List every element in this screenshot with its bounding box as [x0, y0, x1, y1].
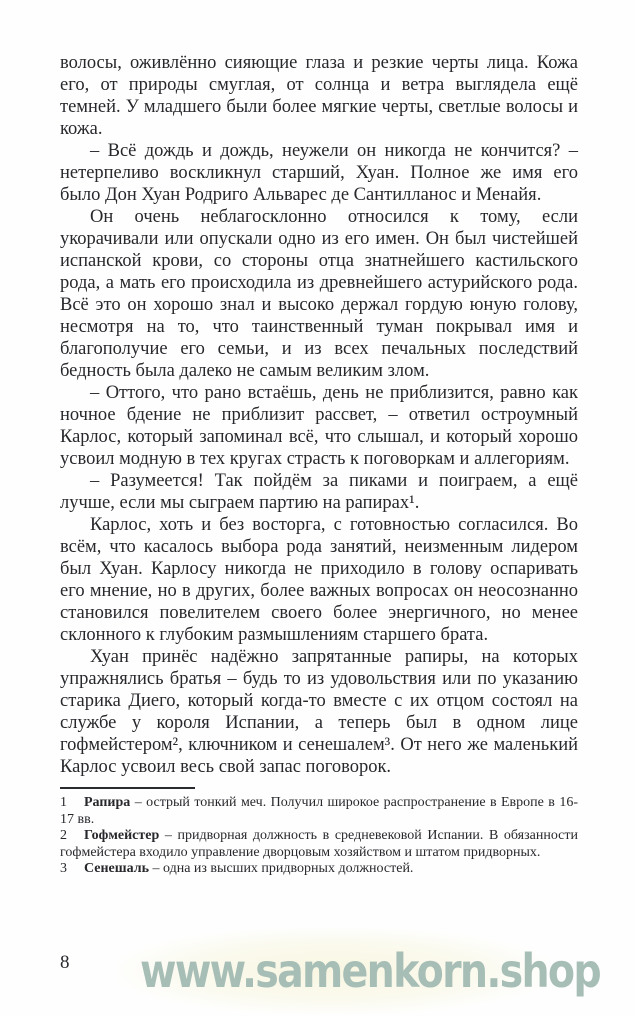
paragraph: Карлос, хоть и без восторга, с готовностью согласился. Во всём, что касалось выбора рода занятий, неизменным лидером был Хуан. Карлосу никогда не приходило в голову оспаривать его мнение, но в других, более важных вопросах он неосознанно становился повелителем своего более энергичного, но менее склонного к глубоким размышлениям старшего брата.	[60, 515, 578, 645]
footnote-divider	[60, 787, 195, 789]
footnote-number: 3	[60, 861, 67, 876]
paragraph: Хуан принёс надёжно запрятанные рапиры, на которых упражнялись братья – будь то из удовольствия или по указанию старика Диего, который когда-то вместе с их отцом состоял на службе у короля Испании, а теперь был в одном лице гофмейстером², ключником и сенешалем³. От него же маленький Карлос усвоил весь свой запас поговорок.	[60, 647, 578, 777]
footnote	[60, 828, 578, 861]
footnote	[60, 795, 578, 828]
page-body	[60, 52, 578, 778]
paragraph: Он очень неблагосклонно относился к тому, если укорачивали или опускали одно из его имен. Он был чистейшей испанской крови, со стороны отца знатнейшего кастильского рода, а мать его происходила из древнейшего астурийского рода. Всё это он хорошо знал и высоко держал гордую юную голову, несмотря на то, что таинственный туман покрывал имя и благополучие его семьи, и из всех печальных последствий бедность была далеко не самым великим злом.	[60, 207, 578, 381]
footnote-term: Сенешаль	[84, 861, 149, 876]
footnote-term: Рапира	[84, 795, 131, 810]
footnotes-section	[60, 787, 578, 878]
footnote-term: Гофмейстер	[84, 828, 160, 843]
watermark: www.samenkorn.shop	[140, 944, 600, 998]
footnote	[60, 861, 578, 878]
dialogue-paragraph: – Всё дождь и дождь, неужели он никогда не кончится? – нетерпеливо воскликнул старший, Хуан. Полное же имя его было Дон Хуан Родриго Альварес де Сантилланос и Менайя.	[60, 141, 578, 205]
footnote-text: – одна из высших придворных должностей.	[152, 861, 414, 876]
dialogue-paragraph: – Оттого, что рано встаёшь, день не приблизится, равно как ночное бдение не приблизит рассвет, – ответил остроумный Карлос, который запоминал всё, что слышал, и который хорошо усвоил модную в тех кругах страсть к поговоркам и аллегориям.	[60, 383, 578, 469]
footnote-text: – острый тонкий меч. Получил широкое распространение в Европе в 16-17 вв.	[60, 795, 578, 827]
footnote-text: – придворная должность в средневековой Испании. В обязанности гофмейстера входило управление дворцовым хозяйством и штатом придворных.	[60, 828, 579, 860]
dialogue-paragraph: – Разумеется! Так пойдём за пиками и поиграем, а ещё лучше, если мы сыграем партию на рапирах¹.	[60, 471, 578, 513]
footnote-number: 2	[60, 828, 67, 843]
watermark-glow	[118, 928, 600, 1014]
page-number: 8	[60, 952, 70, 973]
footnote-number: 1	[60, 795, 67, 810]
paragraph-continuation: волосы, оживлённо сияющие глаза и резкие черты лица. Кожа его, от природы смуглая, от солнца и ветра выглядела ещё темней. У младшего были более мягкие черты, светлые волосы и кожа.	[60, 53, 578, 139]
